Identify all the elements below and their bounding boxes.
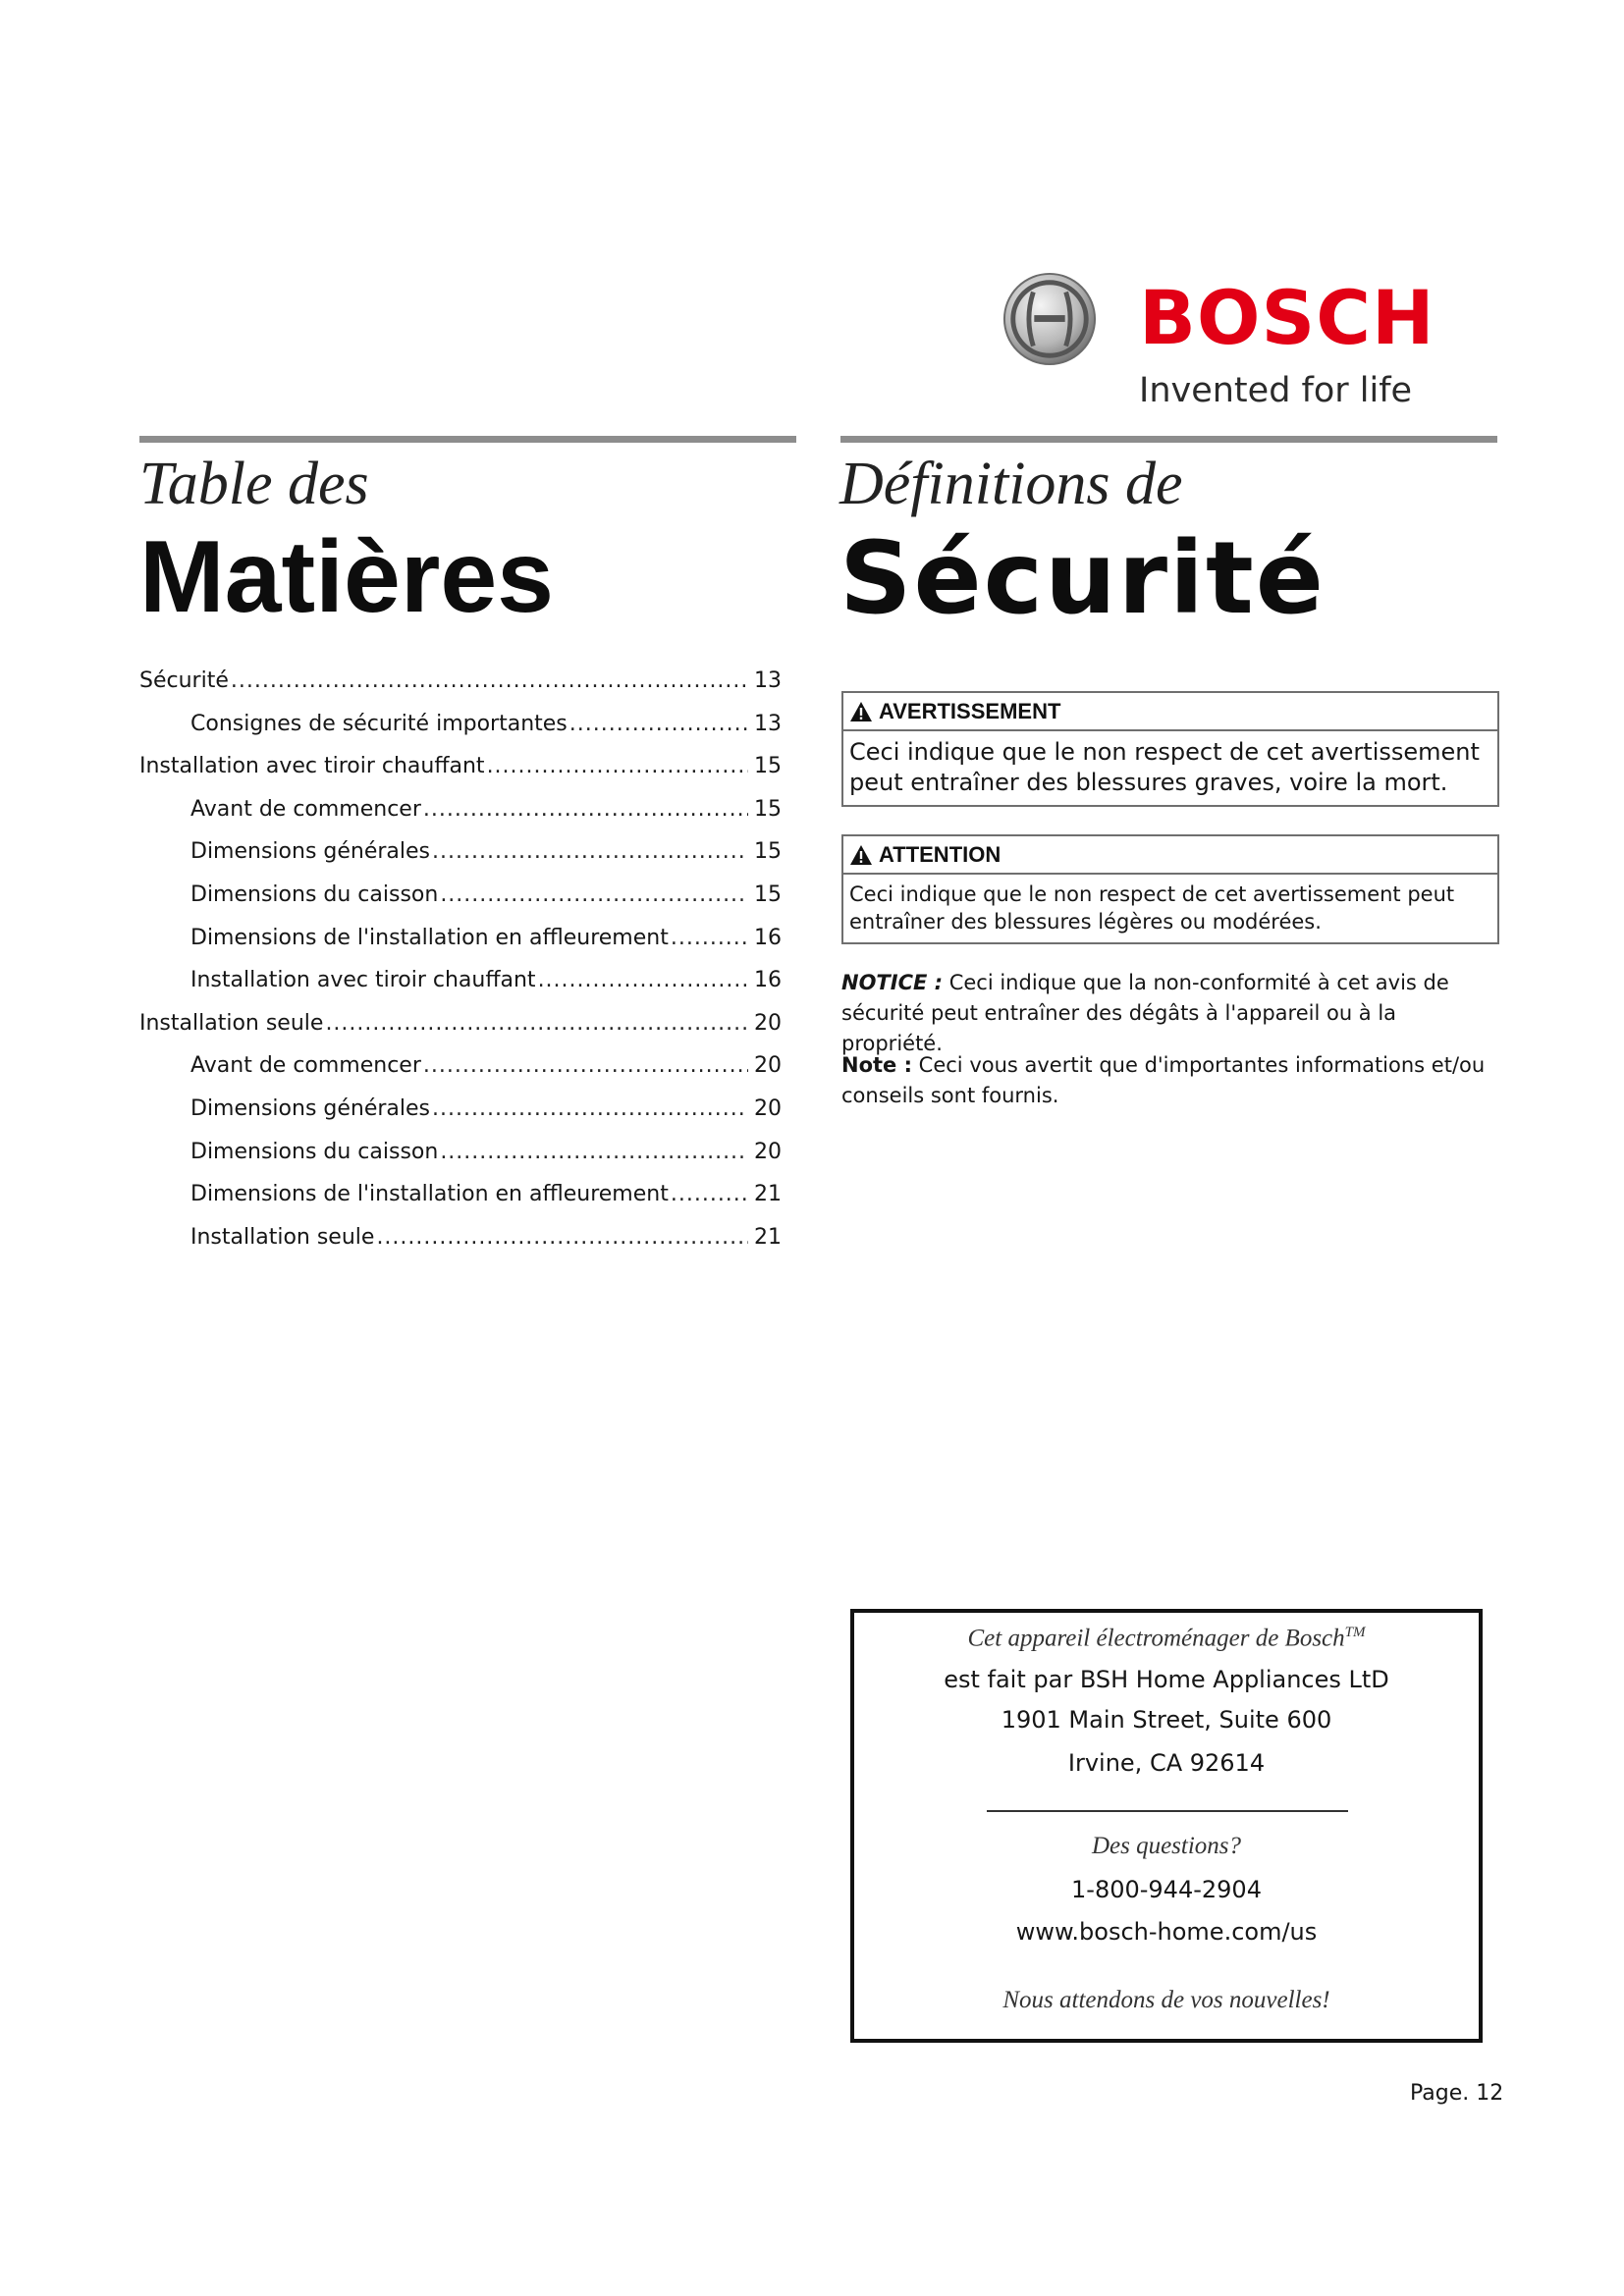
safety-heading-rule (840, 436, 1497, 443)
toc-entry-title: Dimensions générales (190, 839, 431, 865)
toc-entry-page: 13 (754, 711, 782, 736)
manufacturer-intro (854, 1625, 1479, 1652)
toc-entry-title: Dimensions de l'installation en affleurement (190, 925, 669, 950)
brand-tagline: Invented for life (1139, 371, 1413, 410)
toc-entry-title: Avant de commencer (190, 1053, 421, 1079)
questions-label: Des questions? (1091, 1833, 1242, 1859)
bosch-logo (1001, 271, 1435, 418)
note-label: Note : (841, 1053, 912, 1077)
toc-entry-page: 21 (754, 1182, 782, 1207)
notice-paragraph (841, 968, 1499, 1059)
toc-entry[interactable] (139, 660, 782, 703)
toc-dot-leader (440, 1131, 748, 1174)
toc-dot-leader (376, 1216, 748, 1259)
toc-entry[interactable] (139, 959, 782, 1002)
toc-entry-title: Sécurité (139, 668, 229, 693)
toc-dot-leader (569, 703, 748, 746)
phone-number: 1-800-944-2904 (1071, 1876, 1262, 1903)
toc-entry-page: 15 (754, 881, 782, 907)
toc-dot-leader (423, 1044, 748, 1088)
toc-entry-page: 20 (754, 1053, 782, 1079)
toc-entry-title: Installation avec tiroir chauffant (190, 968, 536, 993)
toc-entry-page: 20 (754, 1139, 782, 1164)
toc-entry[interactable] (139, 703, 782, 746)
note-paragraph (841, 1050, 1499, 1111)
toc-entry[interactable] (139, 830, 782, 874)
warning-triangle-icon (849, 701, 873, 722)
manufacturer-name: est fait par BSH Home Appliances LtD (944, 1666, 1389, 1693)
toc-entry[interactable] (139, 1131, 782, 1174)
notice-text: Ceci indique que la non-conformité à cet avis de sécurité peut entraîner des dégâts à l'appareil ou à la propriété. (841, 971, 1449, 1055)
manufacturer-intro-text: Cet appareil électroménager de Bosch (967, 1625, 1345, 1652)
warning-label: AVERTISSEMENT (879, 698, 1061, 723)
closing-message: Nous attendons de vos nouvelles! (1002, 1987, 1330, 2013)
toc-entry-title: Dimensions du caisson (190, 1139, 439, 1164)
toc-entry-title: Dimensions de l'installation en affleurement (190, 1182, 669, 1207)
toc-entry-page: 16 (754, 968, 782, 993)
toc-dot-leader (423, 788, 748, 831)
toc-entry-title: Installation seule (190, 1224, 375, 1250)
toc-entry[interactable] (139, 1002, 782, 1045)
toc-entry[interactable] (139, 1088, 782, 1131)
toc-entry-title: Avant de commencer (190, 796, 421, 822)
toc-dot-leader (432, 830, 748, 874)
toc-heading-bold: Matières (139, 520, 554, 634)
website-link[interactable]: www.bosch-home.com/us (1015, 1918, 1318, 1946)
toc-entry-page: 20 (754, 1010, 782, 1036)
toc-entry-page: 15 (754, 839, 782, 865)
toc-entry-page: 15 (754, 796, 782, 822)
toc-dot-leader (487, 745, 748, 788)
page-number: Page. 12 (1410, 2081, 1504, 2106)
warning-header (843, 693, 1497, 731)
warning-triangle-icon (849, 844, 873, 866)
toc-dot-leader (440, 874, 748, 917)
caution-box (841, 834, 1499, 944)
trademark-mark: TM (1344, 1625, 1366, 1640)
note-text: Ceci vous avertit que d'importantes informations et/ou conseils sont fournis. (841, 1053, 1486, 1107)
contact-divider (987, 1810, 1348, 1812)
toc-dot-leader (671, 1173, 748, 1216)
toc-entry[interactable] (139, 874, 782, 917)
notice-label: NOTICE : (841, 971, 944, 994)
toc-entry-page: 15 (754, 754, 782, 779)
toc-entry-title: Installation avec tiroir chauffant (139, 754, 485, 779)
toc-dot-leader (671, 917, 748, 960)
toc-entry-page: 21 (754, 1224, 782, 1250)
toc-entry-page: 16 (754, 925, 782, 950)
address-city: Irvine, CA 92614 (1067, 1749, 1266, 1777)
safety-heading-bold: Sécurité (839, 520, 1326, 637)
warning-box (841, 691, 1499, 807)
caution-label: ATTENTION (879, 841, 1001, 867)
toc-entry-title: Dimensions générales (190, 1095, 431, 1121)
safety-heading-script: Définitions de (839, 451, 1183, 517)
toc-entry-page: 13 (754, 668, 782, 693)
brand-name: BOSCH (1139, 274, 1435, 361)
caution-header (843, 836, 1497, 875)
toc-entry[interactable] (139, 1044, 782, 1088)
table-of-contents (139, 660, 782, 1258)
toc-entry-title: Consignes de sécurité importantes (190, 711, 568, 736)
contact-box (850, 1609, 1483, 2043)
toc-dot-leader (325, 1002, 748, 1045)
caution-text: Ceci indique que le non respect de cet avertissement peut entraîner des blessures légères ou modérées. (849, 882, 1455, 934)
warning-text: Ceci indique que le non respect de cet avertissement peut entraîner des blessures graves, voire la mort. (849, 738, 1480, 796)
toc-heading-script: Table des (139, 451, 369, 517)
toc-heading-rule (139, 436, 796, 443)
toc-entry-title: Installation seule (139, 1010, 324, 1036)
bosch-armature-icon (1001, 271, 1098, 367)
toc-entry-page: 20 (754, 1095, 782, 1121)
toc-entry-title: Dimensions du caisson (190, 881, 439, 907)
toc-entry[interactable] (139, 788, 782, 831)
toc-entry[interactable] (139, 1173, 782, 1216)
toc-dot-leader (432, 1088, 748, 1131)
toc-entry[interactable] (139, 1216, 782, 1259)
toc-entry[interactable] (139, 745, 782, 788)
address-street: 1901 Main Street, Suite 600 (1001, 1706, 1332, 1734)
toc-entry[interactable] (139, 917, 782, 960)
toc-dot-leader (231, 660, 748, 703)
toc-dot-leader (538, 959, 748, 1002)
